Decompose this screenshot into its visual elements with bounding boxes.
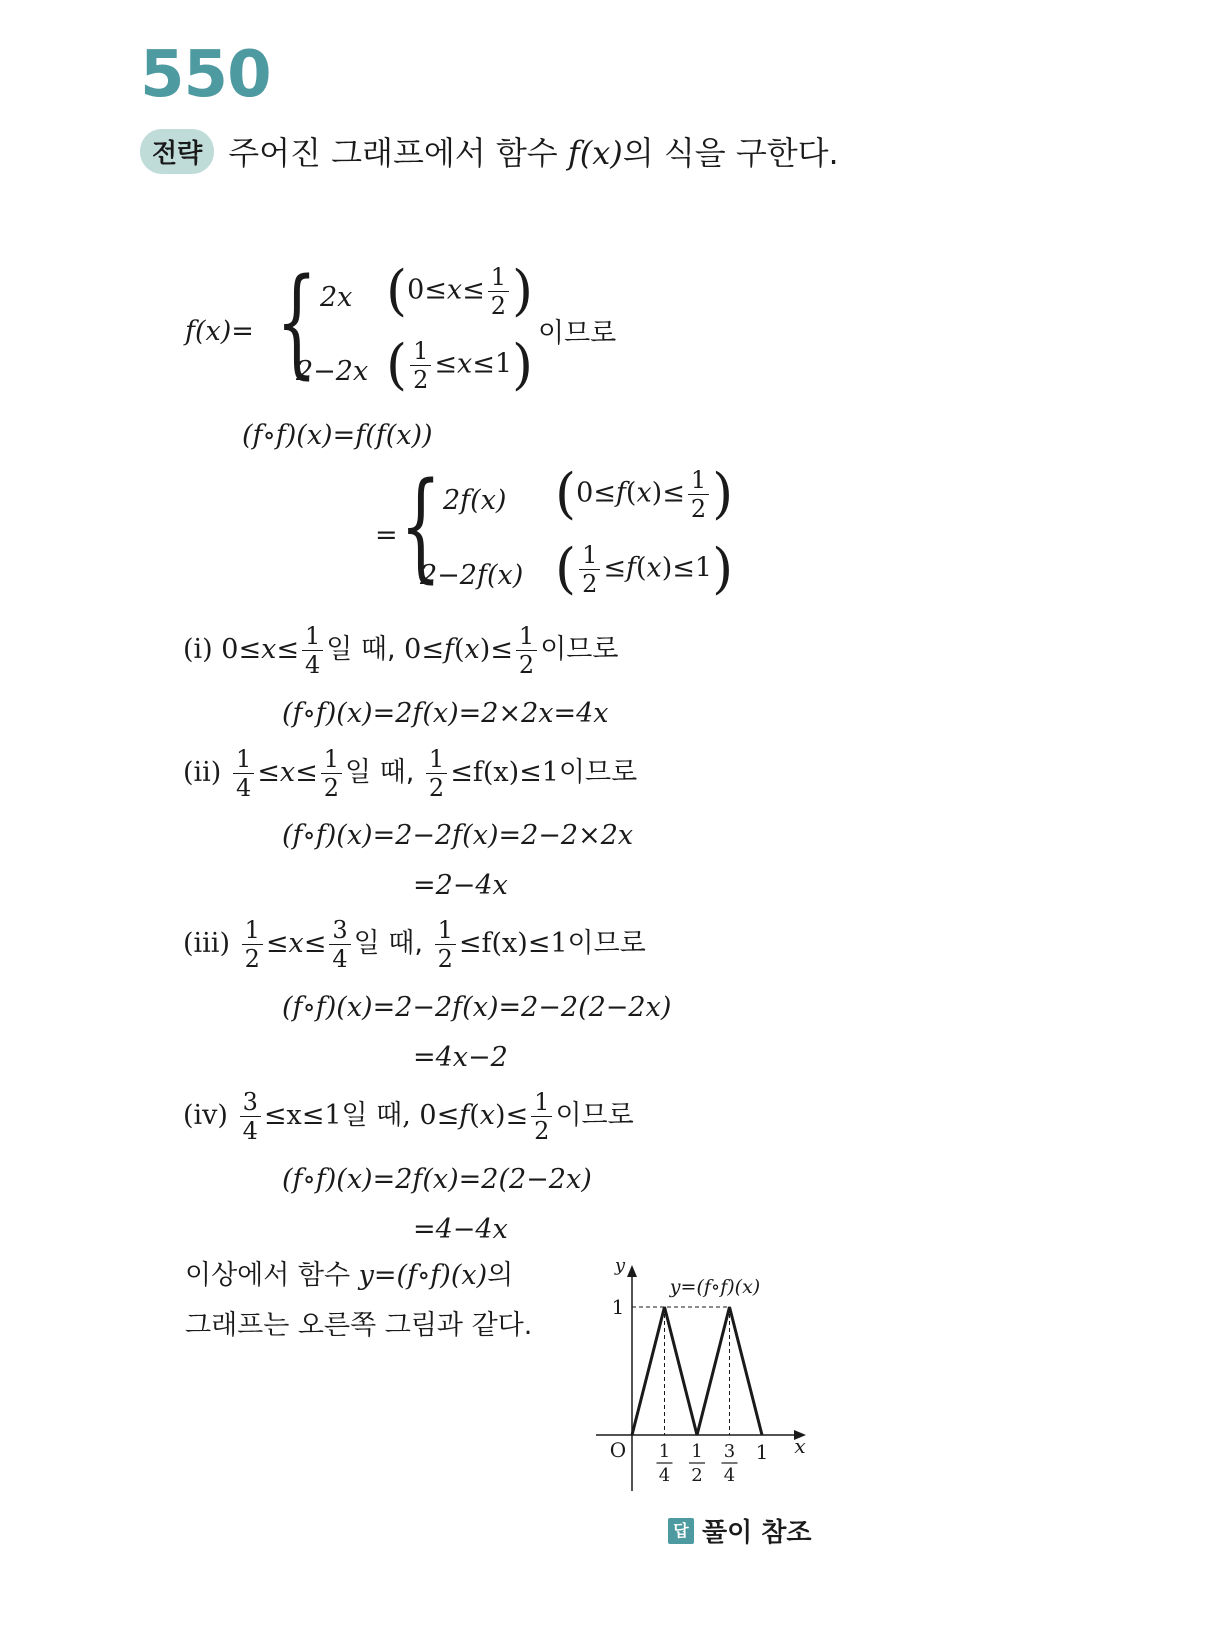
- case-3-eq2-text: =4x−2: [413, 1042, 508, 1073]
- x-tick-frac-num-3: 3: [723, 1441, 736, 1462]
- case-1-eq1: [282, 700, 609, 727]
- strategy-badge: 전략: [140, 129, 214, 174]
- case-3-tail: ≤f(x)≤1이므로: [458, 928, 646, 959]
- piecewise-f-row1-cond: (0≤x≤ $\frac{1}{2}$ ): [386, 259, 534, 322]
- case-2-eq1-text: (f∘f)(x)=2−2f(x)=2−2×2x: [282, 820, 634, 851]
- case-4-eq2-text: =4−4x: [413, 1214, 508, 1245]
- case-1-eq1-text: (f∘f)(x)=2f(x)=2×2x=4x: [282, 698, 609, 729]
- piecewise-f-row2-cond: ( $\frac{1}{2}$ ≤x≤1): [386, 333, 534, 396]
- case-3-eq1: [282, 994, 671, 1021]
- x-tick-frac-num-2: 1: [691, 1441, 703, 1462]
- conclusion-line1-a: 이상에서 함수: [185, 1260, 359, 1291]
- case-3-label: (ⅲ): [183, 928, 230, 959]
- y-axis-label: y: [614, 1255, 626, 1276]
- composition-equals: =: [375, 520, 398, 551]
- y-tick-1: 1: [611, 1295, 625, 1319]
- case-1-cond-suffix: 일 때,: [326, 634, 396, 665]
- conclusion-line1: [185, 1262, 513, 1289]
- composition-row1-cond: (0≤f(x)≤ $\frac{1}{2}$ ): [555, 462, 734, 525]
- x-tick-frac-den-1: 4: [658, 1465, 671, 1486]
- strategy-text: [228, 128, 839, 174]
- composition-brace: {: [400, 456, 442, 594]
- piecewise-f-row1: [320, 284, 352, 311]
- case-4-label: (ⅳ): [183, 1100, 228, 1131]
- piecewise-f-lhs-text: f(x)=: [185, 316, 254, 347]
- x-tick-frac-num-1: 1: [658, 1441, 671, 1462]
- piecewise-f-row2: [296, 358, 368, 385]
- composition-row2: [420, 562, 523, 589]
- case-2-condition: (ⅱ) $\frac{1}{4}$ ≤x≤ $\frac{1}{2}$ 일 때, $\frac{1}{2}$ ≤f(x)≤1이므로: [183, 745, 638, 802]
- piecewise-f-row2-expr: 2−2x: [296, 356, 369, 387]
- composition-line1-text: (f∘f)(x)=f(f(x)): [242, 420, 433, 451]
- x-axis-label: x: [794, 1434, 806, 1458]
- piecewise-f-row1-expr: 2x: [320, 282, 353, 313]
- curve-label: y=(f∘f)(x): [669, 1276, 761, 1298]
- case-2-label: (ⅱ): [183, 757, 222, 788]
- composition-graph: [590, 1255, 820, 1495]
- case-1-condition: (ⅰ) 0≤x≤ $\frac{1}{4}$ 일 때, 0≤f(x)≤ $\frac{1}{2}$ 이므로: [183, 622, 619, 679]
- case-4-cond-suffix: ≤x≤1일 때,: [263, 1100, 411, 1131]
- piecewise-f-suffix: 이므로: [538, 318, 617, 349]
- strategy-line: [140, 128, 839, 174]
- case-3-condition: (ⅲ) $\frac{1}{2}$ ≤x≤ $\frac{3}{4}$ 일 때, $\frac{1}{2}$ ≤f(x)≤1이므로: [183, 916, 646, 973]
- piecewise-f-brace: {: [276, 252, 318, 390]
- strategy-text-before: 주어진 그래프에서 함수: [228, 134, 568, 172]
- origin-label: O: [609, 1438, 627, 1462]
- x-tick-1: 1: [755, 1440, 769, 1464]
- x-tick-frac-den-2: 2: [691, 1465, 703, 1486]
- strategy-func: f(x): [567, 134, 623, 172]
- case-2-eq2-text: =2−4x: [413, 870, 508, 901]
- composition-row2-cond: ( $\frac{1}{2}$ ≤f(x)≤1): [555, 537, 734, 600]
- composition-line1: [242, 422, 433, 449]
- case-3-eq2: [413, 1044, 508, 1071]
- answer-line: [668, 1512, 812, 1549]
- piecewise-f-lhs: [185, 318, 254, 345]
- composition-row1: [443, 487, 506, 514]
- case-2-cond-suffix: 일 때,: [344, 757, 415, 788]
- strategy-text-after: 의 식을 구한다.: [622, 134, 839, 172]
- composition-row2-expr: 2−2f(x): [420, 560, 524, 591]
- x-tick-frac-den-3: 4: [723, 1465, 736, 1486]
- conclusion-line2: 그래프는 오른쪽 그림과 같다.: [185, 1310, 533, 1341]
- series-line: [632, 1307, 762, 1435]
- case-4-condition: (ⅳ) $\frac{3}{4}$ ≤x≤1일 때, 0≤f(x)≤ $\frac{1}{2}$ 이므로: [183, 1088, 634, 1145]
- case-4-tail: 이므로: [555, 1100, 634, 1131]
- case-4-eq2: [413, 1216, 508, 1243]
- composition-row1-expr: 2f(x): [443, 485, 507, 516]
- case-1-tail: 이므로: [540, 634, 619, 665]
- conclusion-line1-b: y=(f∘f)(x): [358, 1260, 488, 1291]
- case-2-tail: ≤f(x)≤1이므로: [450, 757, 638, 788]
- case-3-cond-suffix: 일 때,: [353, 928, 423, 959]
- y-axis-arrow: [627, 1265, 637, 1277]
- case-3-eq1-text: (f∘f)(x)=2−2f(x)=2−2(2−2x): [282, 992, 672, 1023]
- problem-number: 550: [140, 38, 271, 112]
- case-2-eq2: [413, 872, 508, 899]
- conclusion-line1-c: 의: [487, 1260, 514, 1291]
- case-1-label: (ⅰ): [183, 634, 213, 665]
- case-4-eq1: [282, 1166, 592, 1193]
- answer-text: 풀이 참조: [702, 1518, 812, 1548]
- case-4-eq1-text: (f∘f)(x)=2f(x)=2(2−2x): [282, 1164, 592, 1195]
- answer-badge: 답: [668, 1518, 694, 1544]
- case-2-eq1: [282, 822, 633, 849]
